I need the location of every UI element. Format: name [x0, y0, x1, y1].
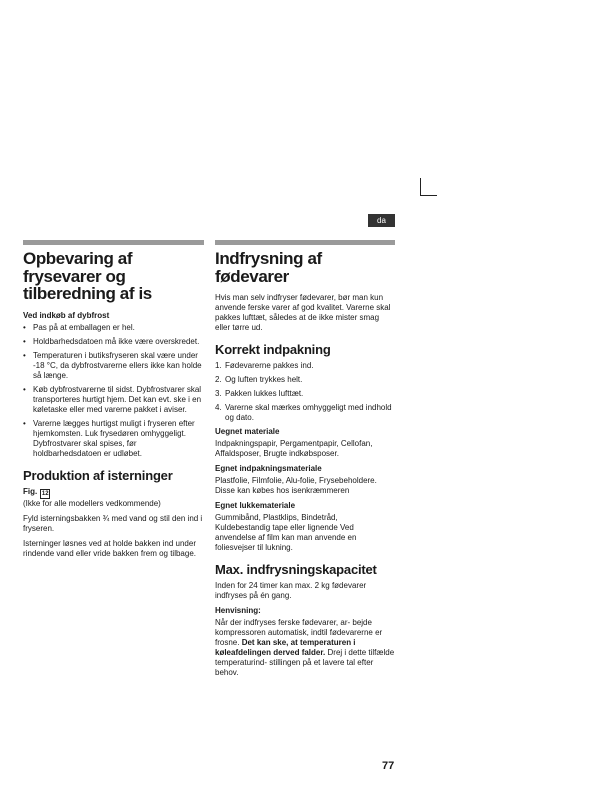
closure-text: Gummibånd, Plastklips, Bindetråd, Kuldebestandig tape eller lignende Ved anvendelse af film kan man anvende en foliesvejser til lukning.	[215, 513, 357, 552]
list-item: 4. Varerne skal mærkes omhyggeligt med indhold og dato.	[215, 403, 392, 422]
page-number: 77	[382, 760, 395, 772]
storage-title: Opbevaring af frysevarer og tilberedning af is	[23, 249, 152, 303]
figure-number-icon: 12	[41, 490, 49, 497]
ice-title: Produktion af isterninger	[23, 467, 173, 483]
unsuitable-text: Indpakningspapir, Pergamentpapir, Cellofan, Affaldsposer, Brugte indkøbsposer.	[215, 439, 373, 458]
list-item: • Varerne lægges hurtigst muligt i fryseren efter hjemkomsten. Luk frysedøren omhyggeligt. Dybfrostvarer skal spises, før holdbarhedsdatoen er udløbet.	[23, 419, 204, 459]
section-rule	[215, 240, 395, 245]
crop-mark-vertical	[420, 178, 421, 195]
ice-paragraph: Fyld isterningsbakken ¾ med vand og stil den ind i fryseren.	[23, 513, 203, 533]
packing-steps	[215, 361, 395, 423]
freezing-intro: Hvis man selv indfryser fødevarer, bør man kun anvende ferske varer af god kvalitet. Varerne skal pakkes lufttæt, således at de ikke mister smag eller tørre ud.	[215, 293, 391, 332]
figure-reference	[23, 487, 204, 499]
left-column	[23, 240, 204, 564]
capacity-text: Inden for 24 timer kan max. 2 kg fødevarer indfryses på én gang.	[215, 581, 367, 600]
purchase-heading: Ved indkøb af dybfrost	[23, 310, 110, 320]
note-text: Når der indfryses ferske fødevarer, ar- bejde kompressoren automatisk, indtil fødevarerne er frosne. Det kan ske, at temperaturen i køleafdelingen derved falder. Drej i dette tilfælde temperaturind- stillingen på et lavere tal efter behov.	[215, 618, 395, 677]
list-item: 2. Og luften trykkes helt.	[215, 375, 303, 384]
list-item: • Holdbarhedsdatoen må ikke være overskredet.	[23, 337, 204, 347]
list-item: 1. Fødevarerne pakkes ind.	[215, 361, 314, 370]
crop-mark-horizontal	[420, 195, 437, 196]
purchase-list	[23, 323, 204, 459]
list-item: • Køb dybfrostvarerne til sidst. Dybfrostvarer skal transporteres hurtigt hjem. Det kan evt. ske i en køletaske eller med varerne pakket i aviser.	[23, 385, 204, 415]
suitable-heading: Egnet indpakningsmateriale	[215, 464, 322, 473]
capacity-title: Max. indfrysningskapacitet	[215, 562, 377, 577]
unsuitable-heading: Uegnet materiale	[215, 427, 280, 436]
section-rule	[23, 240, 204, 245]
right-column	[215, 240, 395, 683]
list-item: • Pas på at emballagen er hel.	[23, 323, 204, 333]
ice-paragraph: Isterninger løsnes ved at holde bakken ind under rindende vand eller vride bakken frem og tilbage.	[23, 538, 196, 558]
list-item: • Temperaturen i butiksfryseren skal være under -18 °C, da dybfrostvarerne ellers ikke kan holde så længe.	[23, 351, 204, 381]
suitable-text: Plastfolie, Filmfolie, Alu-folie, Frysebeholdere. Disse kan købes hos isenkræmmeren	[215, 476, 377, 495]
freezing-title: Indfrysning af fødevarer	[215, 249, 322, 286]
list-item: 3. Pakken lukkes lufttæt.	[215, 389, 304, 398]
closure-heading: Egnet lukkemateriale	[215, 501, 296, 510]
packing-title: Korrekt indpakning	[215, 342, 331, 357]
note-heading: Henvisning:	[215, 606, 261, 615]
figure-note: (Ikke for alle modellers vedkommende)	[23, 498, 161, 508]
figure-label: Fig.	[23, 486, 38, 496]
language-tab: da	[368, 214, 395, 227]
